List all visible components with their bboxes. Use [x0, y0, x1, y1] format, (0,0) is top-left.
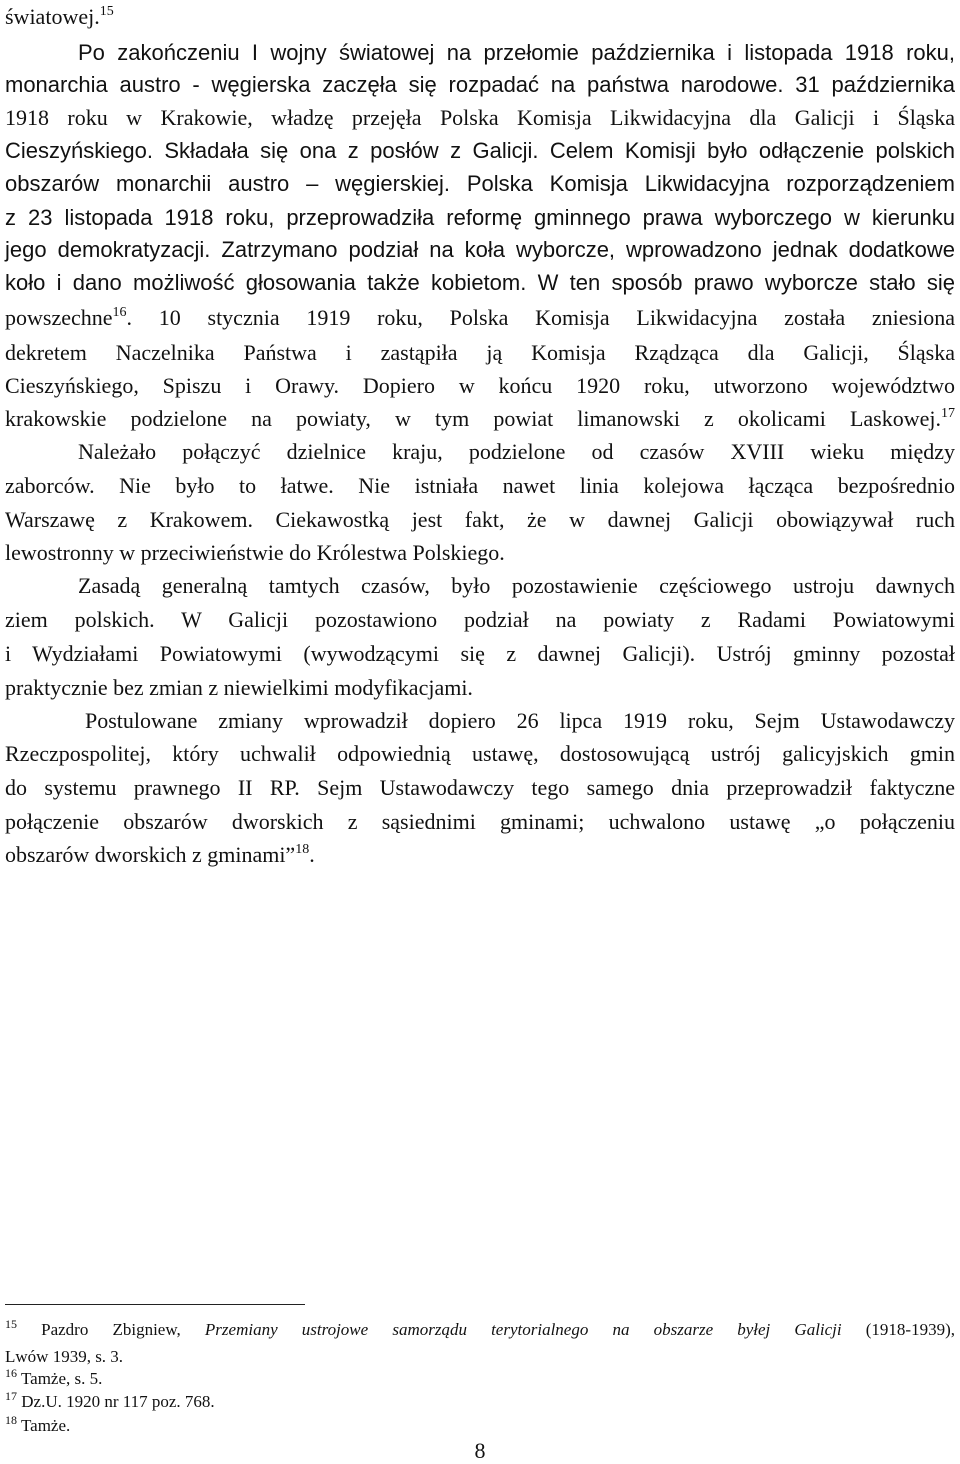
footnote-number: 16 — [5, 1366, 17, 1380]
text-line: i Wydziałami Powiatowymi (wywodzącymi się z dawnej Galicji). Ustrój gminny pozostał — [5, 641, 955, 666]
text-line: połączenie obszarów dworskich z sąsiednimi gminami; uchwalono ustawę „o połączeniu — [5, 809, 955, 834]
text-line: koło i dano możliwość głosowania także kobietom. W ten sposób prawo wyborcze stało się — [5, 270, 955, 295]
footnote-number: 17 — [5, 1389, 17, 1403]
text-line: zaborców. Nie było to łatwe. Nie istniała nawet linia kolejowa łącząca bezpośrednio — [5, 473, 955, 498]
footnote-continuation: Lwów 1939, s. 3. — [5, 1347, 124, 1366]
footnote-ref: 17 — [941, 406, 955, 421]
text-line: Należało połączyć dzielnice kraju, podzielone od czasów XVIII wieku między — [78, 439, 955, 464]
page-number: 8 — [474, 1438, 486, 1463]
text-line: powszechne$^{16}$. 10 stycznia 1919 roku, Polska Komisja Likwidacyjna została zniesiona — [5, 305, 955, 330]
footnote-ref: 18 — [295, 842, 310, 857]
footnote-number: 18 — [5, 1413, 17, 1427]
text-line: monarchia austro - węgierska zaczęła się rozpadać na państwa narodowe. 31 października — [5, 72, 955, 97]
text-line: obszarów monarchii austro – węgierskiej. Polska Komisja Likwidacyjna rozporządzeniem — [5, 171, 955, 196]
text-line: Rzeczpospolitej, który uchwalił odpowiednią ustawę, dostosowującą ustrój galicyjskich gmin — [5, 741, 955, 766]
text-line: Warszawę z Krakowem. Ciekawostką jest fakt, że w dawnej Galicji obowiązywał ruch — [5, 507, 955, 532]
footnote-number: 15 — [5, 1317, 17, 1331]
footnote-title: Przemiany ustrojowe samorządu terytorialnego na obszarze byłej Galicji — [204, 1320, 842, 1339]
footnote-ref: 16 — [112, 305, 127, 320]
text-line: Zasadą generalną tamtych czasów, było pozostawienie częściowego ustroju dawnych — [78, 573, 955, 598]
footnote: $^{17}$ Dz.U. 1920 nr 117 poz. 768. — [5, 1389, 215, 1411]
footnote: $^{16}$ Tamże, s. 5. — [5, 1366, 103, 1388]
text-line: do systemu prawnego II RP. Sejm Ustawodawczy tego samego dnia przeprowadził faktyczne — [5, 775, 955, 800]
text-line: 1918 roku w Krakowie, władzę przejęła Polska Komisja Likwidacyjna dla Galicji i Śląska — [5, 105, 955, 130]
footnote-separator — [5, 1304, 305, 1305]
footnote: $^{18}$ Tamże. — [5, 1413, 71, 1435]
text-line: dekretem Naczelnika Państwa i zastąpiła ją Komisja Rządząca dla Galicji, Śląska — [5, 340, 955, 365]
footnote: $^{15}$ Pazdro Zbigniew, Przemiany ustrojowe samorządu terytorialnego na obszarze byłej Galicji (1918-1939), — [5, 1317, 956, 1339]
text-line: praktycznie bez zmian z niewielkimi modyfikacjami. — [5, 675, 473, 700]
text-line: ziem polskich. W Galicji pozostawiono podział na powiaty z Radami Powiatowymi — [5, 607, 955, 632]
text-line: Cieszyńskiego. Składała się ona z posłów z Galicji. Celem Komisji było odłączenie polskich — [5, 138, 955, 163]
text-line: światowej.$^{15}$ — [5, 4, 114, 29]
text-line: jego demokratyzacji. Zatrzymano podział na koła wyborcze, wprowadzono jednak dodatkowe — [5, 237, 955, 262]
text-line: obszarów dworskich z gminami”$^{18}$. — [5, 842, 315, 867]
text-line: z 23 listopada 1918 roku, przeprowadziła reformę gminnego prawa wyborczego w kierunku — [5, 205, 955, 230]
text-line: Po zakończeniu I wojny światowej na przełomie października i listopada 1918 roku, — [78, 40, 955, 65]
text-line: Cieszyńskiego, Spiszu i Orawy. Dopiero w końcu 1920 roku, utworzono województwo — [5, 373, 955, 398]
text-line: lewostronny w przeciwieństwie do Królestwa Polskiego. — [5, 540, 505, 565]
footnote-ref: 15 — [99, 4, 114, 19]
text-line: krakowskie podzielone na powiaty, w tym powiat limanowski z okolicami Laskowej.$^{17}$ — [5, 406, 955, 431]
text-line: Postulowane zmiany wprowadził dopiero 26 lipca 1919 roku, Sejm Ustawodawczy — [85, 708, 955, 733]
